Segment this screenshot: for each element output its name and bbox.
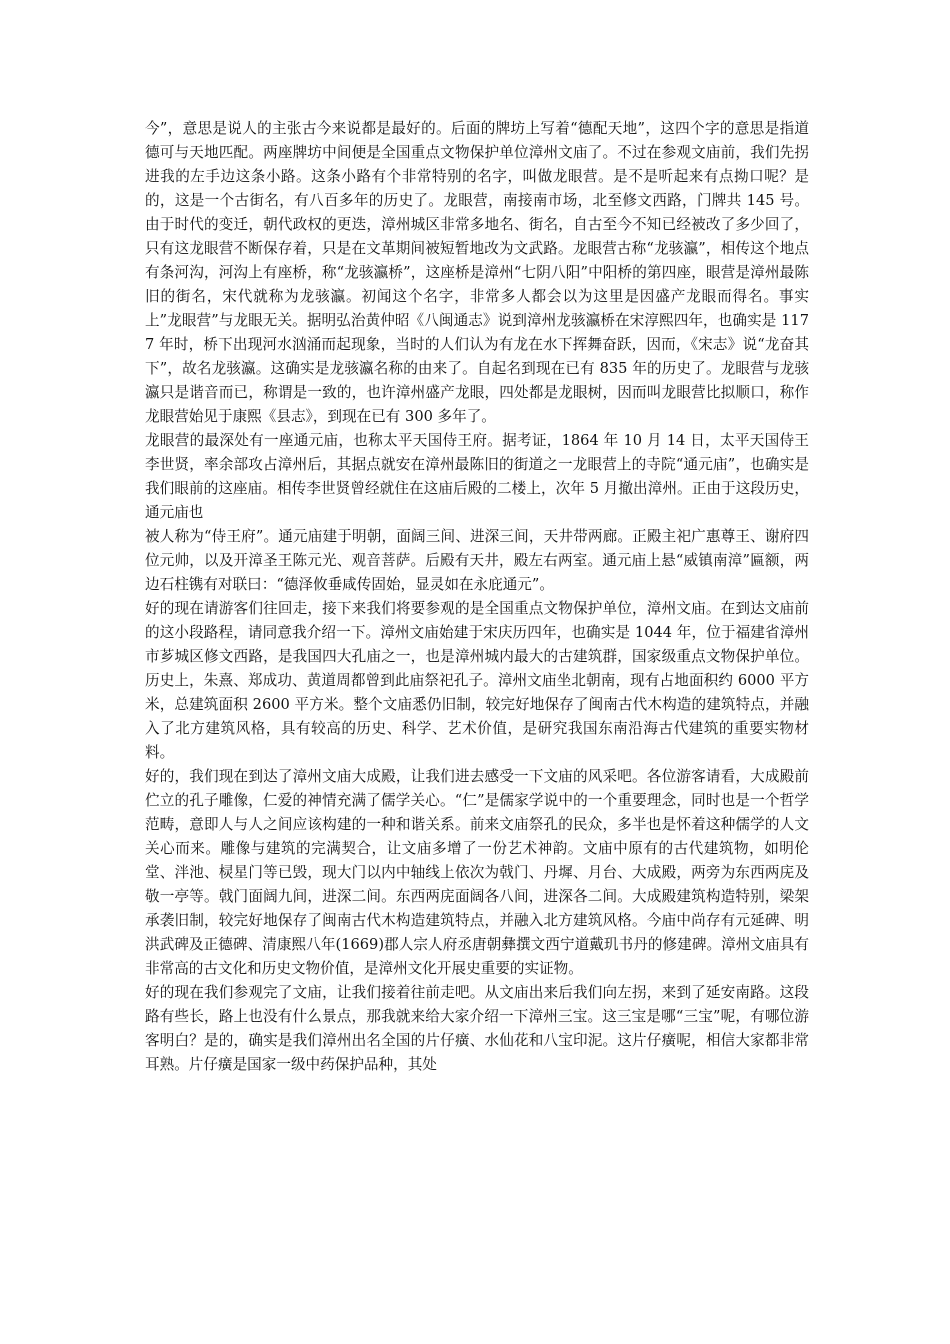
paragraph-dacheng-hall: 好的，我们现在到达了漳州文庙大成殿，让我们进去感受一下文庙的风采吧。各位游客请看，大成殿前伫立的孔子雕像，仁爱的神情充满了儒学关心。“仁”是儒家学说中的一个重要理念，同时也是一个哲学范畴，意即人与人之间应该构建的一种和谐关系。前来文庙祭孔的民众，多半也是怀着这种儒学的人文关心而来。雕像与建筑的完满契合，让文庙多增了一份艺术神韵。文庙中原有的古代建筑物，如明伦堂、泮池、棂星门等已毁，现大门以内中轴线上依次为戟门、丹墀、月台、大成殿，两旁为东西两庑及敬一亭等。戟门面阔九间，进深二间。东西两庑面阔各八间，进深各二间。大成殿建筑构造特别，梁架承袭旧制，较完好地保存了闽南古代木构造建筑特点，并融入北方建筑风格。今庙中尚存有元延碑、明洪武碑及正德碑、清康熙八年(1669)郡人宗人府丞唐朝彝撰文西宁道戴玑书丹的修建碑。漳州文庙具有非常高的古文化和历史文物价值，是漳州文化开展史重要的实证物。 [145,768,809,977]
paragraph-zhangzhou-confucian-temple: 好的现在请游客们往回走，接下来我们将要参观的是全国重点文物保护单位，漳州文庙。在到达文庙前的这小段路程，请同意我介绍一下。漳州文庙始建于宋庆历四年，也确实是 1044 年，位于福建省漳州市芗城区修文西路，是我国四大孔庙之一，也是漳州城内最大的古建筑群，国家级重点文物保护单位。历史上，朱熹、郑成功、黄道周都曾到此庙祭祀孔子。漳州文庙坐北朝南，现有占地面积约 6000 平方米，总建筑面积 2600 平方米。整个文庙悉仍旧制，较完好地保存了闽南古代木构造的建筑特点，并融入了北方建筑风格，具有较高的历史、科学、艺术价值，是研究我国东南沿海古代建筑的重要实物材料。 [145,600,809,761]
paragraph-three-treasures: 好的现在我们参观完了文庙，让我们接着往前走吧。从文庙出来后我们向左拐，来到了延安南路。这段路有些长，路上也没有什么景点，那我就来给大家介绍一下漳州三宝。这三宝是哪“三宝”呢，有哪位游客明白？是的，确实是我们漳州出名全国的片仔癀、水仙花和八宝印泥。这片仔癀呢，相信大家都非常耳熟。片仔癀是国家一级中药保护品种，其处 [145,984,809,1073]
paragraph-shiwang-mansion: 被人称为“侍王府”。通元庙建于明朝，面阔三间、进深三间，天井带两廊。正殿主祀广惠尊王、谢府四位元帅，以及开漳圣王陈元光、观音菩萨。后殿有天井，殿左右两室。通元庙上悬“威镇南漳”匾额，两边石柱镌有对联曰：“德泽攸垂咸传固始，显灵如在永庇通元”。 [145,528,809,593]
document-body [145,117,809,1077]
paragraph-longyanying-history: 今”，意思是说人的主张古今来说都是最好的。后面的牌坊上写着“德配天地”，这四个字的意思是指道德可与天地匹配。两座牌坊中间便是全国重点文物保护单位漳州文庙了。不过在参观文庙前，我们先拐进我的左手边这条小路。这条小路有个非常特别的名字，叫做龙眼营。是不是听起来有点拗口呢？是的，这是一个古街名，有八百多年的历史了。龙眼营，南接南市场，北至修文西路，门牌共 145 号。由于时代的变迁，朝代政权的更迭，漳州城区非常多地名、街名，自古至今不知已经被改了多少回了，只有这龙眼营不断保存着，只是在文革期间被短暂地改为文武路。龙眼营古称“龙骇瀛”，相传这个地点有条河沟，河沟上有座桥，称“龙骇瀛桥”，这座桥是漳州“七阴八阳”中阳桥的第四座，眼营是漳州最陈旧的街名，宋代就称为龙骇瀛。初闻这个名字，非常多人都会以为这里是因盛产龙眼而得名。事实上”龙眼营”与龙眼无关。据明弘治黄仲昭《八闽通志》说到漳州龙骇瀛桥在宋淳熙四年，也确实是 1177 年时，桥下出现河水汹涌而起现象，当时的人们认为有龙在水下挥舞奋跃，因而，《宋志》说“龙奋其下”，故名龙骇瀛。这确实是龙骇瀛名称的由来了。自起名到现在已有 835 年的历史了。龙眼营与龙骇瀛只是谐音而已，称谓是一致的，也许漳州盛产龙眼，四处都是龙眼树，因而叫龙眼营比拟顺口，称作龙眼营始见于康熙《县志》，到现在已有 300 多年了。 [145,120,809,425]
paragraph-tongyuan-temple: 龙眼营的最深处有一座通元庙，也称太平天国侍王府。据考证，1864 年 10 月 14 日，太平天国侍王李世贤，率余部攻占漳州后，其据点就安在漳州最陈旧的街道之一龙眼营上的寺院“通元庙”，也确实是我们眼前的这座庙。相传李世贤曾经就住在这庙后殿的二楼上，次年 5 月撤出漳州。正由于这段历史，通元庙也 [145,432,809,521]
